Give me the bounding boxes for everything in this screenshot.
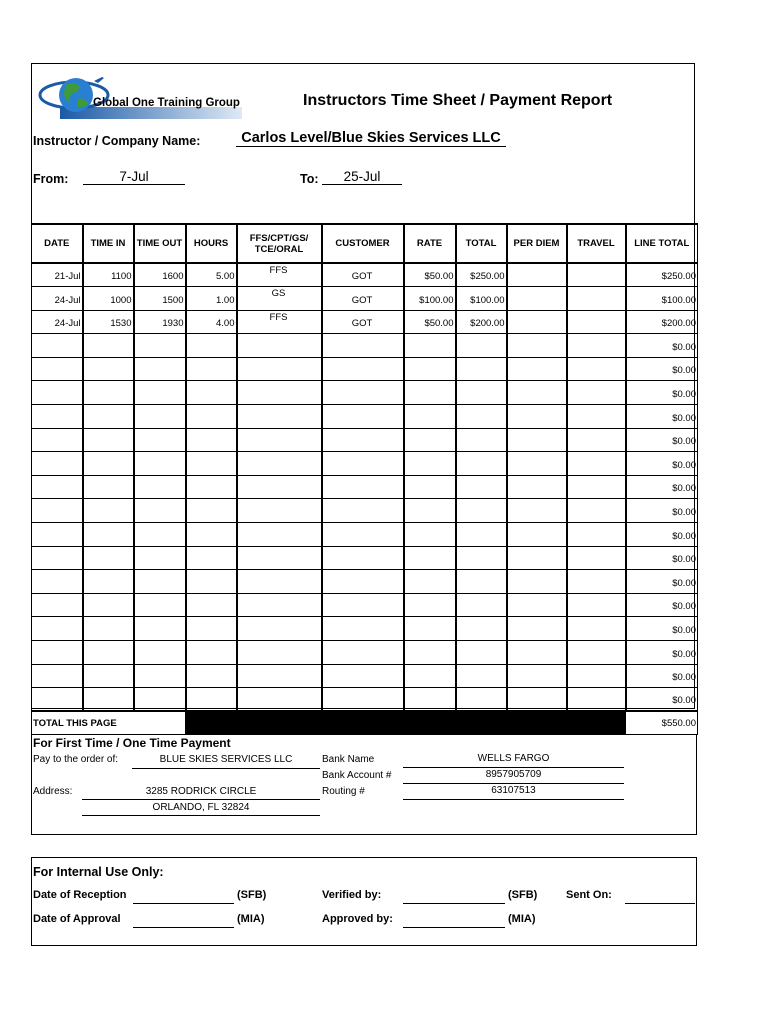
verified-line	[403, 903, 505, 904]
cell-travel	[567, 381, 626, 405]
routing-value: 63107513	[491, 785, 536, 796]
cell-date	[32, 452, 83, 476]
table-row	[32, 688, 698, 712]
cell-time-out: 1930	[134, 310, 186, 334]
cell-hours	[186, 475, 237, 499]
cell-hours	[186, 523, 237, 547]
cell-rate	[404, 688, 456, 712]
name-value: Carlos Level/Blue Skies Services LLC	[236, 130, 506, 147]
cell-time-in	[83, 664, 134, 688]
cell-hours	[186, 428, 237, 452]
cell-travel	[567, 475, 626, 499]
cell-total	[456, 641, 507, 665]
cell-date	[32, 475, 83, 499]
cell-time-out	[134, 452, 186, 476]
cell-customer: GOT	[322, 263, 404, 287]
cell-customer	[322, 688, 404, 712]
cell-line-total: $0.00	[626, 452, 698, 476]
total-header: TOTAL	[456, 224, 507, 263]
cell-time-out	[134, 357, 186, 381]
cell-per-diem	[507, 310, 567, 334]
cell-line-total: $0.00	[626, 334, 698, 358]
cell-hours	[186, 593, 237, 617]
cell-total: $200.00	[456, 310, 507, 334]
name-label: Instructor / Company Name:	[33, 134, 201, 148]
cell-date	[32, 641, 83, 665]
cell-total	[456, 452, 507, 476]
cell-type	[237, 334, 322, 358]
cell-time-out	[134, 664, 186, 688]
cell-type	[237, 688, 322, 712]
hours-header: HOURS	[186, 224, 237, 263]
cell-line-total: $0.00	[626, 570, 698, 594]
cell-hours	[186, 570, 237, 594]
to-label: To:	[300, 172, 319, 186]
cell-rate	[404, 405, 456, 429]
cell-hours	[186, 405, 237, 429]
cell-time-in	[83, 688, 134, 712]
cell-line-total: $0.00	[626, 381, 698, 405]
table-row	[32, 452, 698, 476]
cell-hours	[186, 688, 237, 712]
cell-per-diem	[507, 499, 567, 523]
cell-time-in: 1100	[83, 263, 134, 287]
cell-hours	[186, 452, 237, 476]
cell-time-in	[83, 593, 134, 617]
cell-travel	[567, 570, 626, 594]
cell-rate: $50.00	[404, 310, 456, 334]
cell-time-in: 1000	[83, 287, 134, 311]
cell-per-diem	[507, 334, 567, 358]
cell-time-out	[134, 499, 186, 523]
cell-total	[456, 688, 507, 712]
cell-time-out	[134, 688, 186, 712]
cell-customer	[322, 664, 404, 688]
cell-rate	[404, 546, 456, 570]
line-total-header: LINE TOTAL	[626, 224, 698, 263]
total-black-bar	[186, 711, 626, 734]
routing-line	[403, 799, 624, 800]
cell-customer	[322, 475, 404, 499]
cell-type: FFS	[237, 263, 322, 287]
cell-time-in	[83, 499, 134, 523]
cell-line-total: $0.00	[626, 641, 698, 665]
cell-time-out	[134, 617, 186, 641]
sent-on-label: Sent On:	[566, 889, 612, 901]
table-row	[32, 334, 698, 358]
date-header: DATE	[32, 224, 83, 263]
cell-customer	[322, 641, 404, 665]
table-row	[32, 664, 698, 688]
cell-type	[237, 357, 322, 381]
approved-label: Approved by:	[322, 913, 393, 925]
cell-travel	[567, 405, 626, 429]
cell-time-in	[83, 570, 134, 594]
cell-hours: 1.00	[186, 287, 237, 311]
cell-type	[237, 523, 322, 547]
cell-total	[456, 334, 507, 358]
cell-total	[456, 593, 507, 617]
cell-time-out	[134, 428, 186, 452]
cell-time-out	[134, 570, 186, 594]
cell-hours	[186, 357, 237, 381]
cell-customer	[322, 617, 404, 641]
cell-time-out	[134, 334, 186, 358]
cell-travel	[567, 664, 626, 688]
table-row	[32, 593, 698, 617]
cell-type	[237, 452, 322, 476]
cell-time-in	[83, 334, 134, 358]
cell-hours	[186, 381, 237, 405]
table-row	[32, 523, 698, 547]
cell-total	[456, 523, 507, 547]
cell-hours	[186, 641, 237, 665]
cell-line-total: $0.00	[626, 688, 698, 712]
cell-travel	[567, 428, 626, 452]
cell-rate	[404, 617, 456, 641]
table-row	[32, 570, 698, 594]
cell-travel	[567, 523, 626, 547]
rate-header: RATE	[404, 224, 456, 263]
table-row	[32, 263, 698, 287]
cell-type	[237, 617, 322, 641]
cell-date: 24-Jul	[32, 310, 83, 334]
cell-date	[32, 664, 83, 688]
cell-type	[237, 499, 322, 523]
cell-per-diem	[507, 452, 567, 476]
address-line-1	[82, 799, 320, 800]
customer-header: CUSTOMER	[322, 224, 404, 263]
cell-total	[456, 617, 507, 641]
internal-heading: For Internal Use Only:	[33, 865, 164, 879]
time-in-header: TIME IN	[83, 224, 134, 263]
cell-date: 24-Jul	[32, 287, 83, 311]
cell-type	[237, 381, 322, 405]
table-row	[32, 428, 698, 452]
cell-per-diem	[507, 664, 567, 688]
cell-customer	[322, 428, 404, 452]
verified-code: (SFB)	[508, 889, 538, 901]
cell-line-total: $0.00	[626, 523, 698, 547]
cell-type	[237, 405, 322, 429]
cell-travel	[567, 334, 626, 358]
bank-account-label: Bank Account #	[322, 770, 392, 781]
cell-hours	[186, 334, 237, 358]
cell-travel	[567, 499, 626, 523]
cell-hours	[186, 546, 237, 570]
cell-travel	[567, 688, 626, 712]
cell-date	[32, 617, 83, 641]
cell-total	[456, 357, 507, 381]
total-label: TOTAL THIS PAGE	[32, 711, 186, 734]
cell-time-out	[134, 405, 186, 429]
pay-to-value: BLUE SKIES SERVICES LLC	[159, 754, 293, 765]
cell-rate: $50.00	[404, 263, 456, 287]
table-row	[32, 310, 698, 334]
cell-time-in	[83, 428, 134, 452]
cell-customer: GOT	[322, 310, 404, 334]
cell-rate	[404, 428, 456, 452]
cell-customer	[322, 334, 404, 358]
cell-time-in	[83, 357, 134, 381]
cell-time-in	[83, 523, 134, 547]
approved-code: (MIA)	[508, 913, 536, 925]
cell-travel	[567, 310, 626, 334]
cell-date	[32, 523, 83, 547]
cell-time-out	[134, 546, 186, 570]
cell-line-total: $0.00	[626, 593, 698, 617]
cell-hours: 4.00	[186, 310, 237, 334]
cell-type: GS	[237, 287, 322, 311]
routing-label: Routing #	[322, 786, 365, 797]
total-value: $550.00	[626, 711, 698, 734]
cell-customer	[322, 570, 404, 594]
cell-date	[32, 357, 83, 381]
cell-total	[456, 475, 507, 499]
cell-customer	[322, 357, 404, 381]
address-line-2	[82, 815, 320, 816]
from-value: 7-Jul	[83, 169, 185, 185]
reception-code: (SFB)	[237, 889, 267, 901]
cell-customer	[322, 499, 404, 523]
cell-time-out: 1600	[134, 263, 186, 287]
timesheet-table	[31, 223, 698, 735]
cell-total	[456, 664, 507, 688]
cell-date	[32, 546, 83, 570]
cell-hours	[186, 617, 237, 641]
cell-per-diem	[507, 641, 567, 665]
table-row	[32, 405, 698, 429]
cell-date: 21-Jul	[32, 263, 83, 287]
cell-date	[32, 688, 83, 712]
cell-time-out	[134, 593, 186, 617]
cell-hours: 5.00	[186, 263, 237, 287]
cell-travel	[567, 287, 626, 311]
approval-code: (MIA)	[237, 913, 265, 925]
cell-line-total: $0.00	[626, 664, 698, 688]
bank-name-label: Bank Name	[322, 754, 375, 765]
cell-line-total: $200.00	[626, 310, 698, 334]
to-value: 25-Jul	[322, 169, 402, 185]
cell-per-diem	[507, 428, 567, 452]
travel-header: TRAVEL	[567, 224, 626, 263]
cell-date	[32, 405, 83, 429]
cell-travel	[567, 641, 626, 665]
cell-line-total: $100.00	[626, 287, 698, 311]
cell-line-total: $0.00	[626, 357, 698, 381]
cell-travel	[567, 546, 626, 570]
cell-total	[456, 570, 507, 594]
table-row	[32, 499, 698, 523]
table-row	[32, 546, 698, 570]
cell-travel	[567, 263, 626, 287]
cell-line-total: $250.00	[626, 263, 698, 287]
cell-per-diem	[507, 593, 567, 617]
bank-name-value: WELLS FARGO	[477, 753, 550, 764]
from-label: From:	[33, 172, 69, 186]
approval-label: Date of Approval	[33, 913, 121, 925]
cell-date	[32, 570, 83, 594]
cell-customer	[322, 523, 404, 547]
cell-per-diem	[507, 263, 567, 287]
table-row	[32, 357, 698, 381]
cell-line-total: $0.00	[626, 499, 698, 523]
cell-total	[456, 381, 507, 405]
cell-customer	[322, 452, 404, 476]
address-label: Address:	[33, 786, 73, 797]
cell-customer	[322, 593, 404, 617]
cell-type	[237, 664, 322, 688]
cell-per-diem	[507, 287, 567, 311]
per-diem-header: PER DIEM	[507, 224, 567, 263]
approval-line	[133, 927, 234, 928]
cell-time-in	[83, 475, 134, 499]
cell-rate	[404, 641, 456, 665]
page-title: Instructors Time Sheet / Payment Report	[303, 92, 613, 109]
cell-travel	[567, 617, 626, 641]
cell-date	[32, 428, 83, 452]
cell-type	[237, 475, 322, 499]
cell-rate	[404, 334, 456, 358]
table-row	[32, 475, 698, 499]
cell-type: FFS	[237, 310, 322, 334]
cell-line-total: $0.00	[626, 405, 698, 429]
sent-on-line	[625, 903, 695, 904]
cell-type	[237, 546, 322, 570]
address-value-2: ORLANDO, FL 32824	[152, 802, 250, 813]
cell-travel	[567, 452, 626, 476]
cell-type	[237, 570, 322, 594]
cell-date	[32, 381, 83, 405]
cell-per-diem	[507, 570, 567, 594]
cell-time-out	[134, 523, 186, 547]
cell-per-diem	[507, 475, 567, 499]
cell-per-diem	[507, 617, 567, 641]
table-row	[32, 381, 698, 405]
time-out-header: TIME OUT	[134, 224, 186, 263]
cell-total	[456, 405, 507, 429]
cell-total: $250.00	[456, 263, 507, 287]
bank-account-line	[403, 783, 624, 784]
cell-type	[237, 428, 322, 452]
cell-total: $100.00	[456, 287, 507, 311]
reception-line	[133, 903, 234, 904]
cell-rate	[404, 593, 456, 617]
cell-total	[456, 428, 507, 452]
cell-type	[237, 641, 322, 665]
cell-time-out	[134, 641, 186, 665]
cell-travel	[567, 357, 626, 381]
cell-rate	[404, 357, 456, 381]
cell-per-diem	[507, 523, 567, 547]
cell-per-diem	[507, 688, 567, 712]
cell-rate: $100.00	[404, 287, 456, 311]
cell-customer	[322, 405, 404, 429]
cell-date	[32, 593, 83, 617]
table-row	[32, 641, 698, 665]
cell-time-in: 1530	[83, 310, 134, 334]
cell-line-total: $0.00	[626, 428, 698, 452]
cell-hours	[186, 664, 237, 688]
logo-text: Global One Training Group	[93, 97, 240, 109]
cell-rate	[404, 475, 456, 499]
cell-time-in	[83, 405, 134, 429]
cell-rate	[404, 499, 456, 523]
cell-time-in	[83, 381, 134, 405]
pay-to-label: Pay to the order of:	[33, 754, 119, 765]
cell-time-in	[83, 452, 134, 476]
cell-time-out	[134, 475, 186, 499]
cell-per-diem	[507, 405, 567, 429]
cell-time-in	[83, 617, 134, 641]
bank-account-value: 8957905709	[485, 769, 542, 780]
cell-per-diem	[507, 546, 567, 570]
cell-rate	[404, 664, 456, 688]
table-row	[32, 617, 698, 641]
cell-rate	[404, 523, 456, 547]
cell-rate	[404, 381, 456, 405]
verified-label: Verified by:	[322, 889, 382, 901]
cell-per-diem	[507, 357, 567, 381]
cell-time-in	[83, 546, 134, 570]
cell-customer	[322, 381, 404, 405]
cell-travel	[567, 593, 626, 617]
cell-total	[456, 499, 507, 523]
total-row	[32, 711, 698, 734]
cell-line-total: $0.00	[626, 475, 698, 499]
cell-line-total: $0.00	[626, 546, 698, 570]
cell-line-total: $0.00	[626, 617, 698, 641]
cell-time-out: 1500	[134, 287, 186, 311]
cell-time-in	[83, 641, 134, 665]
table-header-row	[32, 224, 698, 263]
cell-customer	[322, 546, 404, 570]
cell-total	[456, 546, 507, 570]
bank-name-line	[403, 767, 624, 768]
cell-rate	[404, 570, 456, 594]
cell-date	[32, 334, 83, 358]
reception-label: Date of Reception	[33, 889, 127, 901]
table-row	[32, 287, 698, 311]
approved-line	[403, 927, 505, 928]
pay-to-line	[132, 768, 320, 769]
cell-customer: GOT	[322, 287, 404, 311]
cell-per-diem	[507, 381, 567, 405]
payment-heading: For First Time / One Time Payment	[33, 736, 231, 750]
cell-type	[237, 593, 322, 617]
type-header: FFS/CPT/GS/ TCE/ORAL	[237, 224, 322, 263]
cell-hours	[186, 499, 237, 523]
cell-rate	[404, 452, 456, 476]
address-value-1: 3285 RODRICK CIRCLE	[145, 786, 257, 797]
cell-time-out	[134, 381, 186, 405]
cell-date	[32, 499, 83, 523]
